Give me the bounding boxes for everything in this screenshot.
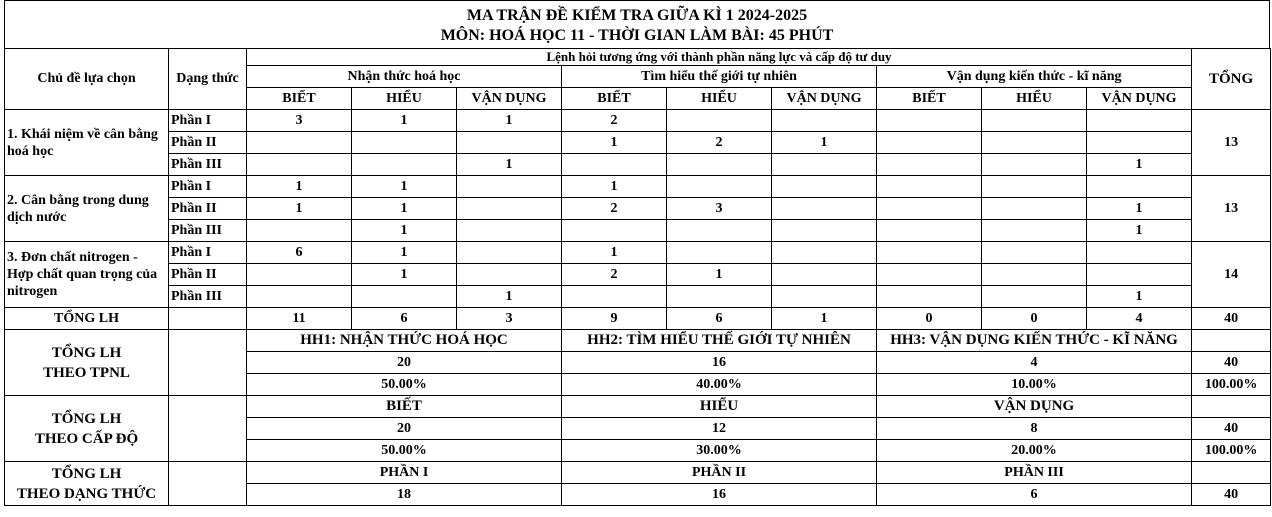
- cell: [772, 264, 877, 286]
- cell: [772, 198, 877, 220]
- grand-total: 40: [1192, 308, 1271, 330]
- cell: [877, 286, 982, 308]
- matrix-table: [4, 48, 1271, 506]
- cell: 1: [562, 176, 667, 198]
- tpnl-percent: 50.00%: [247, 374, 562, 396]
- title-block: [4, 0, 1270, 48]
- cell: [667, 286, 772, 308]
- cell: [247, 220, 352, 242]
- cell: [877, 154, 982, 176]
- cell: [457, 132, 562, 154]
- total-cell: 1: [772, 308, 877, 330]
- total-cell: 11: [247, 308, 352, 330]
- topic-name: 2. Cân bằng trong dung dịch nước: [5, 176, 169, 242]
- cell: 1: [352, 110, 457, 132]
- cell: 1: [1087, 286, 1192, 308]
- cell: [982, 176, 1087, 198]
- total-cell: 4: [1087, 308, 1192, 330]
- total-cell: 0: [877, 308, 982, 330]
- capdo-label-1: TỔNG LH: [51, 410, 122, 427]
- capdo-percent: 20.00%: [877, 440, 1192, 462]
- cell: [1087, 132, 1192, 154]
- cell: [667, 220, 772, 242]
- empty-cell: [169, 396, 247, 462]
- cell: 1: [667, 264, 772, 286]
- part-label: Phần I: [169, 242, 247, 264]
- cell: [772, 110, 877, 132]
- cell: [877, 220, 982, 242]
- cell: [457, 242, 562, 264]
- capdo-header: HIỂU: [562, 396, 877, 418]
- topic-total: 14: [1192, 242, 1271, 308]
- tpnl-label: [5, 330, 169, 396]
- level-header: BIẾT: [562, 88, 667, 110]
- title-line-2: MÔN: HOÁ HỌC 11 - THỜI GIAN LÀM BÀI: 45 PHÚT: [440, 27, 834, 44]
- empty-cell: [1192, 330, 1271, 352]
- level-header: HIỂU: [667, 88, 772, 110]
- empty-cell: [169, 308, 247, 330]
- tpnl-percent-total: 100.00%: [1192, 374, 1271, 396]
- level-header: VẬN DỤNG: [457, 88, 562, 110]
- tpnl-percent: 10.00%: [877, 374, 1192, 396]
- table-row: [5, 198, 1271, 220]
- cell: 3: [667, 198, 772, 220]
- cell: [877, 110, 982, 132]
- table-row: [5, 242, 1271, 264]
- cell: [352, 132, 457, 154]
- level-header: HIỂU: [982, 88, 1087, 110]
- capdo-percent: 30.00%: [562, 440, 877, 462]
- part-label: Phần III: [169, 220, 247, 242]
- cell: [667, 110, 772, 132]
- total-label: TỔNG LH: [5, 308, 169, 330]
- group-header-1: Nhận thức hoá học: [247, 66, 562, 88]
- cell: [772, 154, 877, 176]
- cell: [667, 242, 772, 264]
- table-row: [5, 220, 1271, 242]
- part-label: Phần I: [169, 110, 247, 132]
- part-label: Phần III: [169, 286, 247, 308]
- cell: [352, 154, 457, 176]
- cell: 1: [352, 220, 457, 242]
- cell: [667, 154, 772, 176]
- cell: [772, 242, 877, 264]
- dangthuc-header: PHẦN III: [877, 462, 1192, 484]
- group-header-3: Vận dụng kiến thức - kĩ năng: [877, 66, 1192, 88]
- level-header: BIẾT: [247, 88, 352, 110]
- topic-total: 13: [1192, 176, 1271, 242]
- capdo-count: 12: [562, 418, 877, 440]
- capdo-label-2: THEO CẤP ĐỘ: [34, 430, 139, 447]
- level-header: HIỂU: [352, 88, 457, 110]
- level-header: VẬN DỤNG: [772, 88, 877, 110]
- dangthuc-header: PHẦN I: [247, 462, 562, 484]
- dangthuc-count: 18: [247, 484, 562, 506]
- cell: [772, 176, 877, 198]
- tpnl-count: 16: [562, 352, 877, 374]
- empty-cell: [1192, 396, 1271, 418]
- tpnl-header: HH3: VẬN DỤNG KIẾN THỨC - KĨ NĂNG: [877, 330, 1192, 352]
- capdo-label: [5, 396, 169, 462]
- cell: 1: [352, 176, 457, 198]
- table-row: [5, 176, 1271, 198]
- cell: [877, 264, 982, 286]
- cell: 1: [457, 286, 562, 308]
- level-header: VẬN DỤNG: [1087, 88, 1192, 110]
- cell: [772, 286, 877, 308]
- capdo-header: BIẾT: [247, 396, 562, 418]
- cell: [457, 220, 562, 242]
- cell: [982, 264, 1087, 286]
- cell: 2: [667, 132, 772, 154]
- dangthuc-label-1: TỔNG LH: [51, 465, 122, 482]
- cell: [982, 154, 1087, 176]
- cell: 1: [247, 176, 352, 198]
- capdo-count: 8: [877, 418, 1192, 440]
- cell: [667, 176, 772, 198]
- cell: 3: [247, 110, 352, 132]
- capdo-percent: 50.00%: [247, 440, 562, 462]
- capdo-count: 20: [247, 418, 562, 440]
- cell: [562, 286, 667, 308]
- tpnl-percent: 40.00%: [562, 374, 877, 396]
- cell: [457, 264, 562, 286]
- cell: [247, 132, 352, 154]
- part-label: Phần II: [169, 264, 247, 286]
- table-row: [5, 154, 1271, 176]
- total-cell: 6: [667, 308, 772, 330]
- tpnl-count: 4: [877, 352, 1192, 374]
- cell: [562, 220, 667, 242]
- tpnl-count-total: 40: [1192, 352, 1271, 374]
- header-topic: Chủ đề lựa chọn: [5, 49, 169, 110]
- cell: [457, 176, 562, 198]
- cell: [352, 286, 457, 308]
- total-cell: 0: [982, 308, 1087, 330]
- cell: [982, 242, 1087, 264]
- tpnl-header: HH2: TÌM HIỂU THẾ GIỚI TỰ NHIÊN: [562, 330, 877, 352]
- cell: 6: [247, 242, 352, 264]
- cell: 2: [562, 264, 667, 286]
- dangthuc-count-total: 40: [1192, 484, 1271, 506]
- cell: [1087, 242, 1192, 264]
- total-row: [5, 308, 1271, 330]
- cell: 1: [772, 132, 877, 154]
- cell: [247, 286, 352, 308]
- dangthuc-count: 6: [877, 484, 1192, 506]
- group-header-2: Tìm hiểu thế giới tự nhiên: [562, 66, 877, 88]
- cell: [877, 176, 982, 198]
- part-label: Phần I: [169, 176, 247, 198]
- tpnl-header: HH1: NHẬN THỨC HOÁ HỌC: [247, 330, 562, 352]
- topic-total: 13: [1192, 110, 1271, 176]
- cell: 1: [1087, 154, 1192, 176]
- cell: [982, 198, 1087, 220]
- cell: 1: [1087, 198, 1192, 220]
- cell: 1: [352, 242, 457, 264]
- tpnl-label-2: THEO TPNL: [43, 364, 130, 381]
- cell: [877, 242, 982, 264]
- capdo-row: [5, 396, 1271, 418]
- tpnl-row: [5, 330, 1271, 352]
- cell: 1: [562, 242, 667, 264]
- cell: [982, 110, 1087, 132]
- table-row: [5, 286, 1271, 308]
- cell: [772, 220, 877, 242]
- cell: 2: [562, 110, 667, 132]
- level-header: BIẾT: [877, 88, 982, 110]
- table-row: [5, 264, 1271, 286]
- part-label: Phần II: [169, 198, 247, 220]
- cell: 1: [352, 264, 457, 286]
- cell: 1: [457, 154, 562, 176]
- cell: [877, 132, 982, 154]
- tpnl-label-1: TỔNG LH: [51, 344, 122, 361]
- cell: [247, 154, 352, 176]
- dangthuc-count: 16: [562, 484, 877, 506]
- cell: [1087, 176, 1192, 198]
- cell: [982, 286, 1087, 308]
- cell: [877, 198, 982, 220]
- table-row: [5, 110, 1271, 132]
- cell: 2: [562, 198, 667, 220]
- cell: [1087, 110, 1192, 132]
- empty-cell: [1192, 462, 1271, 484]
- title-line-1: MA TRẬN ĐỀ KIỂM TRA GIỮA KÌ 1 2024-2025: [466, 7, 808, 24]
- cell: [457, 198, 562, 220]
- capdo-percent-total: 100.00%: [1192, 440, 1271, 462]
- cell: [247, 264, 352, 286]
- tpnl-count: 20: [247, 352, 562, 374]
- header-span: Lệnh hỏi tương ứng với thành phần năng lực và cấp độ tư duy: [247, 49, 1192, 66]
- total-cell: 6: [352, 308, 457, 330]
- dangthuc-header: PHẦN II: [562, 462, 877, 484]
- cell: 1: [1087, 220, 1192, 242]
- total-cell: 9: [562, 308, 667, 330]
- cell: 1: [352, 198, 457, 220]
- cell: [982, 132, 1087, 154]
- cell: 1: [247, 198, 352, 220]
- topic-name: 1. Khái niệm về cân bằng hoá học: [5, 110, 169, 176]
- header-total: TỔNG: [1192, 49, 1271, 110]
- total-cell: 3: [457, 308, 562, 330]
- dangthuc-row: [5, 462, 1271, 484]
- cell: [562, 154, 667, 176]
- cell: 1: [457, 110, 562, 132]
- cell: [982, 220, 1087, 242]
- capdo-header: VẬN DỤNG: [877, 396, 1192, 418]
- cell: [1087, 264, 1192, 286]
- part-label: Phần II: [169, 132, 247, 154]
- dangthuc-label-2: THEO DẠNG THỨC: [16, 485, 157, 502]
- table-row: [5, 132, 1271, 154]
- topic-name: 3. Đơn chất nitrogen - Hợp chất quan trọng của nitrogen: [5, 242, 169, 308]
- header-format: Dạng thức: [169, 49, 247, 110]
- dangthuc-label: [5, 462, 169, 506]
- empty-cell: [169, 462, 247, 506]
- capdo-count-total: 40: [1192, 418, 1271, 440]
- empty-cell: [169, 330, 247, 396]
- part-label: Phần III: [169, 154, 247, 176]
- cell: 1: [562, 132, 667, 154]
